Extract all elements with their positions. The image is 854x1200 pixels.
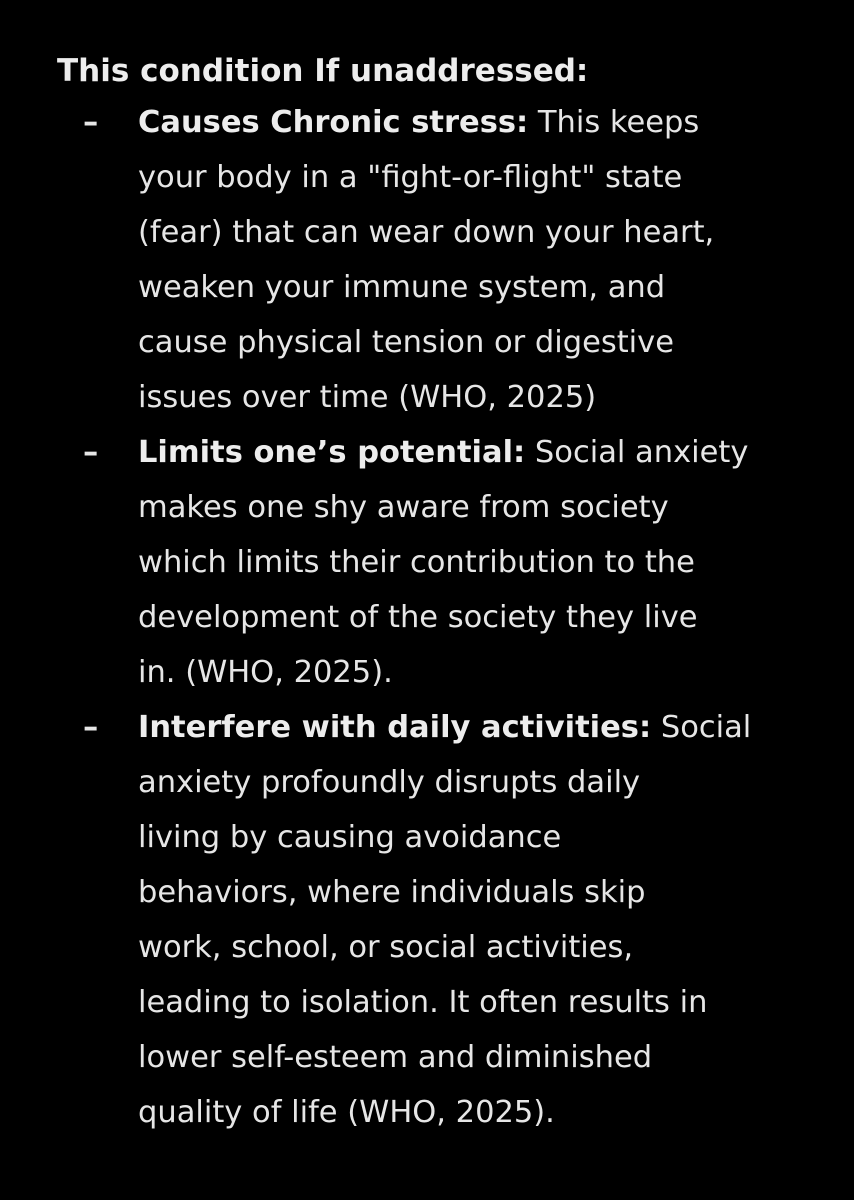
item-body-line: living by causing avoidance [138, 820, 562, 855]
item-title: Interfere with daily activities: [138, 710, 652, 745]
item-body-line: in. (WHO, 2025). [138, 655, 393, 690]
item-title: Causes Chronic stress: [138, 105, 529, 140]
dash-bullet: – [83, 710, 99, 745]
item-first-line [138, 425, 814, 480]
item-body-line: Social anxiety [525, 435, 749, 470]
item-body-line: quality of life (WHO, 2025). [138, 1095, 555, 1130]
list-item-limits-potential [57, 425, 814, 700]
item-body-line: behaviors, where individuals skip [138, 875, 646, 910]
list-item-chronic-stress [57, 95, 814, 425]
item-body-line: which limits their contribution to the [138, 545, 695, 580]
item-text [138, 425, 814, 700]
item-body-line: Social [651, 710, 752, 745]
item-text [138, 95, 814, 425]
item-body-line: makes one shy aware from society [138, 490, 669, 525]
item-text [138, 700, 814, 1140]
item-body-line: anxiety profoundly disrupts daily [138, 765, 641, 800]
item-body-line: development of the society they live [138, 600, 698, 635]
dash-bullet: – [83, 105, 99, 140]
item-body-line: (fear) that can wear down your heart, [138, 215, 715, 250]
item-body-line: issues over time (WHO, 2025) [138, 380, 597, 415]
item-body-line: work, school, or social activities, [138, 930, 634, 965]
effects-list [57, 95, 814, 1140]
item-title: Limits one’s potential: [138, 435, 526, 470]
item-body-line: This keeps [528, 105, 700, 140]
item-body-line: your body in a "fight-or-flight" state [138, 160, 683, 195]
section-heading: This condition If unaddressed: [57, 53, 589, 89]
item-first-line [138, 700, 814, 755]
item-body-line: weaken your immune system, and [138, 270, 666, 305]
item-first-line [138, 95, 814, 150]
item-body-line: leading to isolation. It often results in [138, 985, 708, 1020]
dash-bullet: – [83, 435, 99, 470]
list-item-daily-activities [57, 700, 814, 1140]
item-body-line: lower self-esteem and diminished [138, 1040, 653, 1075]
item-body-line: cause physical tension or digestive [138, 325, 674, 360]
